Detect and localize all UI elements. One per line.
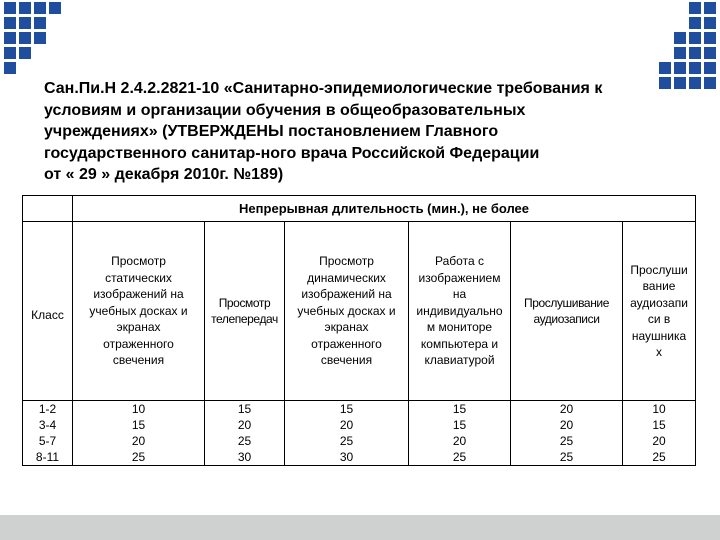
decor-square — [34, 32, 46, 44]
decor-square — [4, 17, 16, 29]
title-line: государственного санитар-ного врача Российской Федерации — [44, 144, 540, 162]
table-value: 25 — [652, 450, 666, 464]
values-cell — [409, 401, 511, 466]
header-line: Работа с — [435, 254, 484, 269]
header-line: Класс — [31, 307, 64, 322]
title-line: Сан.Пи.Н 2.4.2.2821-10 «Санитарно-эпидемиологические требования к — [44, 80, 603, 97]
values-cell — [73, 401, 205, 466]
header-line: си в — [647, 312, 671, 326]
decor-square — [49, 2, 61, 14]
decor-square — [704, 2, 716, 14]
decor-square — [659, 62, 671, 74]
table-value: 15 — [339, 402, 354, 416]
table-value: 5-7 — [38, 434, 57, 448]
decor-square — [34, 17, 46, 29]
title-line: от « 29 » декабря 2010г. №189) — [44, 166, 284, 183]
decor-square — [19, 2, 31, 14]
column-header — [409, 222, 511, 401]
table-value: 8-11 — [35, 450, 60, 464]
header-line: экранах — [324, 320, 369, 335]
decor-square — [674, 32, 686, 44]
header-line: Просмотр — [111, 254, 166, 269]
decor-square — [19, 32, 31, 44]
column-header — [285, 222, 409, 401]
header-line: отраженного — [311, 336, 382, 351]
header-line: вание — [642, 279, 676, 293]
table-value: 25 — [452, 450, 467, 464]
header-line: отраженного — [103, 336, 174, 351]
table-value: 25 — [559, 450, 574, 464]
table-value: 20 — [452, 434, 467, 448]
values-cell — [623, 401, 696, 466]
header-line: индивидуально — [416, 303, 503, 318]
table-value: 15 — [452, 402, 467, 416]
header-line: свечения — [320, 353, 373, 368]
values-cell — [511, 401, 623, 466]
decor-square — [689, 62, 701, 74]
decor-square — [704, 62, 716, 74]
corner-squares-decoration — [0, 0, 720, 90]
header-line: учебных досках и — [89, 303, 188, 318]
decor-square — [704, 17, 716, 29]
document-title — [44, 78, 704, 186]
header-line: изображением — [418, 270, 501, 285]
header-line: телепередач — [211, 312, 278, 326]
decor-square — [689, 47, 701, 59]
table-value: 20 — [559, 418, 574, 432]
table-value: 20 — [237, 418, 252, 432]
header-line: м мониторе — [426, 320, 493, 335]
table-value: 10 — [131, 402, 146, 416]
header-line: х — [656, 345, 663, 359]
table-value: 1-2 — [38, 402, 57, 416]
header-line: на — [452, 287, 467, 302]
column-header — [511, 222, 623, 401]
table-value: 15 — [652, 418, 666, 432]
header-line: динамических — [307, 270, 386, 285]
column-header — [73, 222, 205, 401]
values-cell — [285, 401, 409, 466]
header-line: свечения — [112, 353, 165, 368]
table-value: 15 — [131, 418, 146, 432]
group-header: Непрерывная длительность (мин.), не более — [73, 196, 696, 222]
decor-square — [689, 32, 701, 44]
title-line: учреждениях» (УТВЕРЖДЕНЫ постановлением Главного — [44, 123, 499, 140]
footer-bar — [0, 515, 720, 540]
header-line: аудиозапи — [630, 295, 688, 310]
header-line: клавиатурой — [424, 353, 495, 368]
column-header — [205, 222, 285, 401]
header-line: Просмотр — [319, 254, 374, 269]
header-line: статических — [105, 270, 172, 285]
table-value: 30 — [237, 450, 252, 464]
header-line: аудиозаписи — [533, 312, 600, 326]
decor-square — [4, 47, 16, 59]
table-corner-cell — [23, 196, 73, 222]
decor-square — [704, 77, 716, 89]
column-header — [623, 222, 696, 401]
table-value: 25 — [131, 450, 146, 464]
decor-square — [704, 32, 716, 44]
table-value: 20 — [339, 418, 354, 432]
decor-square — [34, 2, 46, 14]
table-value: 25 — [237, 434, 252, 448]
decor-square — [689, 2, 701, 14]
header-line: компьютера и — [420, 336, 499, 351]
decor-square — [674, 62, 686, 74]
class-values-cell — [23, 401, 73, 466]
header-line: наушника — [631, 328, 687, 343]
table-value: 25 — [559, 434, 574, 448]
header-line: экранах — [116, 320, 161, 335]
table-value: 20 — [652, 434, 666, 448]
table-value: 20 — [559, 402, 574, 416]
header-line: Просмотр — [218, 295, 271, 310]
table-value: 30 — [339, 450, 354, 464]
decor-square — [19, 47, 31, 59]
decor-square — [4, 2, 16, 14]
class-column-header — [23, 222, 73, 401]
decor-square — [704, 47, 716, 59]
duration-norms-table — [22, 195, 696, 466]
decor-square — [4, 32, 16, 44]
header-line: изображений на — [93, 287, 184, 302]
decor-square — [19, 17, 31, 29]
table-value: 20 — [131, 434, 146, 448]
values-cell — [205, 401, 285, 466]
header-line: изображений на — [301, 287, 392, 302]
title-line: условиям и организации обучения в общеобразовательных — [44, 101, 526, 119]
table-value: 15 — [237, 402, 252, 416]
table-value: 10 — [652, 402, 666, 416]
header-line: Прослуши — [630, 262, 688, 277]
table-value: 15 — [452, 418, 467, 432]
decor-square — [674, 47, 686, 59]
table-value: 25 — [339, 434, 354, 448]
decor-square — [689, 17, 701, 29]
table-value: 3-4 — [38, 418, 57, 432]
decor-square — [4, 62, 16, 74]
header-line: Прослушивание — [523, 295, 610, 310]
header-line: учебных досках и — [297, 303, 396, 318]
